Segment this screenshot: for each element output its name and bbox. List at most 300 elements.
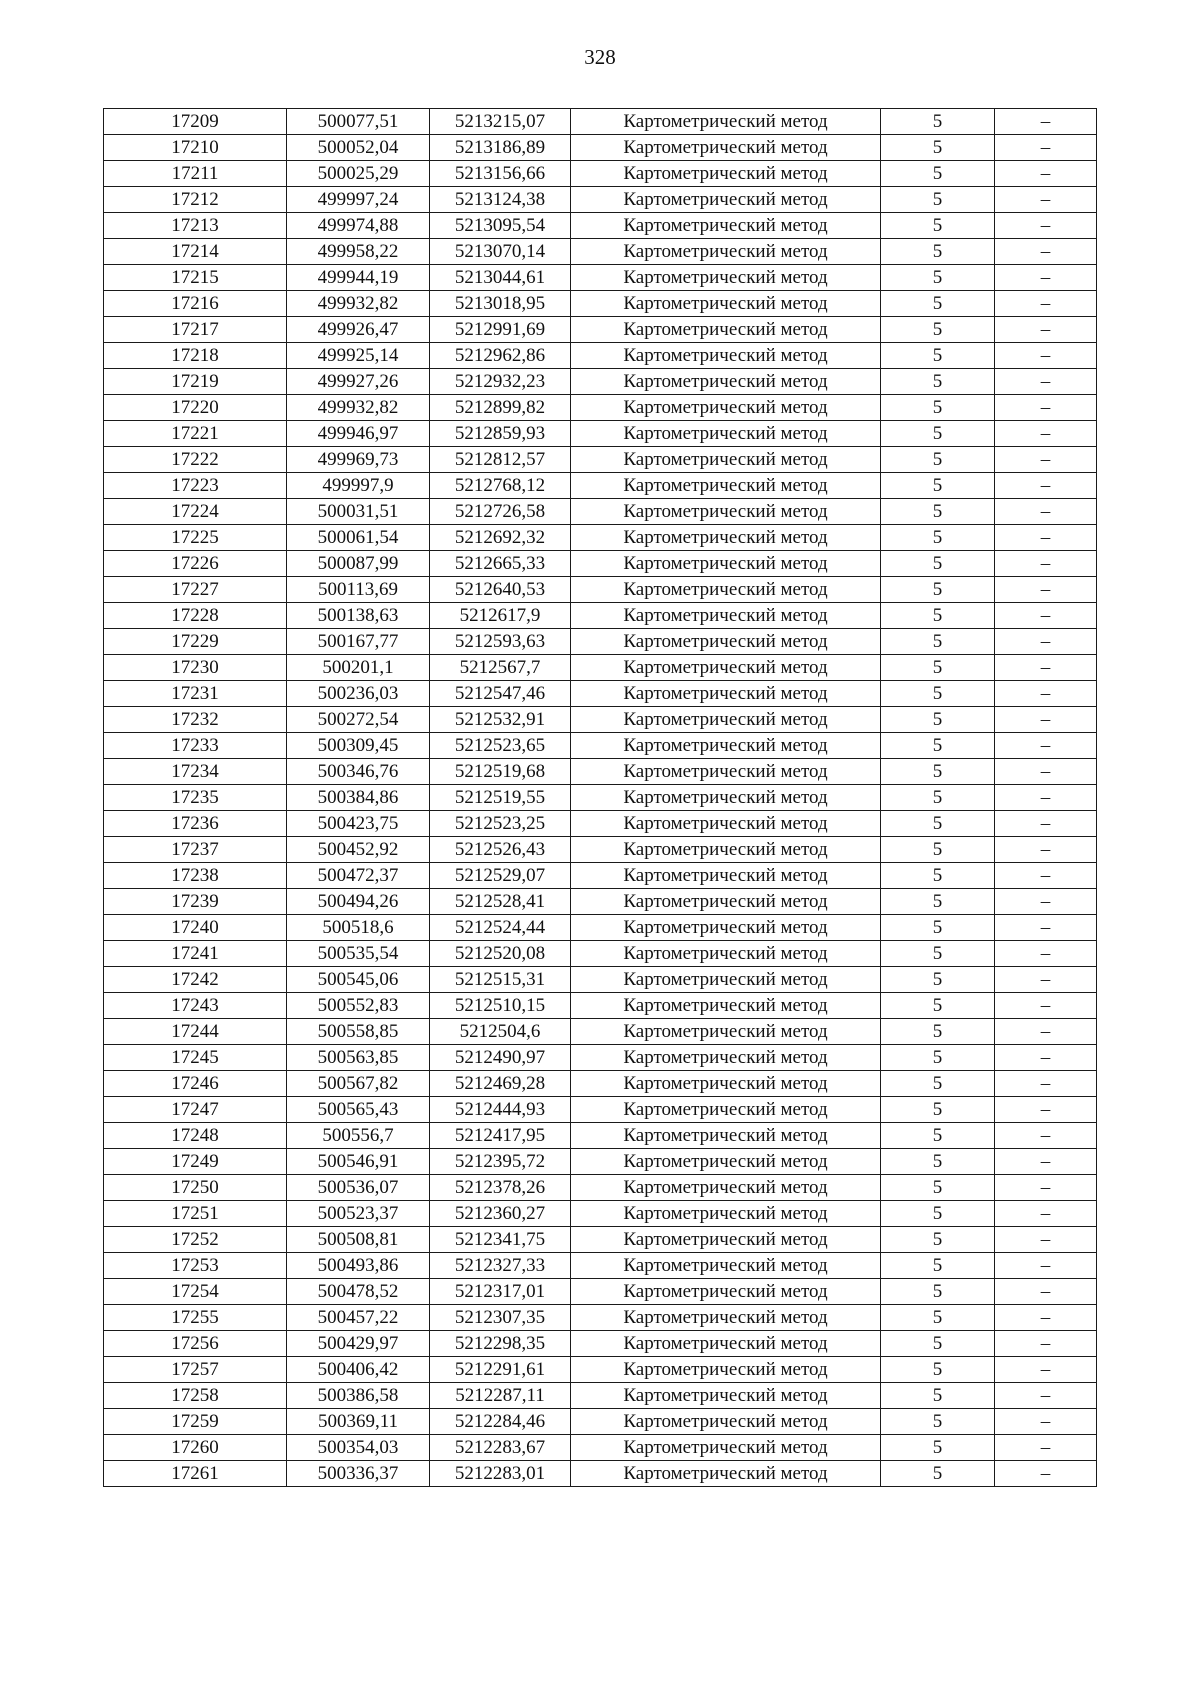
method-cell: Картометрический метод bbox=[571, 681, 881, 707]
x-coordinate-cell: 500546,91 bbox=[287, 1149, 430, 1175]
y-coordinate-cell: 5213095,54 bbox=[430, 213, 571, 239]
method-cell: Картометрический метод bbox=[571, 395, 881, 421]
y-coordinate-cell: 5212395,72 bbox=[430, 1149, 571, 1175]
table-row bbox=[104, 1383, 1097, 1409]
table-row bbox=[104, 993, 1097, 1019]
point-number-cell: 17218 bbox=[104, 343, 287, 369]
description-cell: – bbox=[995, 1383, 1097, 1409]
x-coordinate-cell: 500493,86 bbox=[287, 1253, 430, 1279]
table-row bbox=[104, 1227, 1097, 1253]
point-number-cell: 17222 bbox=[104, 447, 287, 473]
method-cell: Картометрический метод bbox=[571, 1383, 881, 1409]
accuracy-cell: 5 bbox=[881, 1383, 995, 1409]
accuracy-cell: 5 bbox=[881, 967, 995, 993]
point-number-cell: 17251 bbox=[104, 1201, 287, 1227]
point-number-cell: 17243 bbox=[104, 993, 287, 1019]
x-coordinate-cell: 500384,86 bbox=[287, 785, 430, 811]
table-row bbox=[104, 239, 1097, 265]
accuracy-cell: 5 bbox=[881, 837, 995, 863]
accuracy-cell: 5 bbox=[881, 1461, 995, 1487]
accuracy-cell: 5 bbox=[881, 369, 995, 395]
accuracy-cell: 5 bbox=[881, 447, 995, 473]
x-coordinate-cell: 499974,88 bbox=[287, 213, 430, 239]
x-coordinate-cell: 499946,97 bbox=[287, 421, 430, 447]
x-coordinate-cell: 499997,9 bbox=[287, 473, 430, 499]
x-coordinate-cell: 500087,99 bbox=[287, 551, 430, 577]
x-coordinate-cell: 499926,47 bbox=[287, 317, 430, 343]
x-coordinate-cell: 500472,37 bbox=[287, 863, 430, 889]
table-row bbox=[104, 1461, 1097, 1487]
y-coordinate-cell: 5212812,57 bbox=[430, 447, 571, 473]
accuracy-cell: 5 bbox=[881, 1305, 995, 1331]
y-coordinate-cell: 5212932,23 bbox=[430, 369, 571, 395]
table-row bbox=[104, 343, 1097, 369]
method-cell: Картометрический метод bbox=[571, 265, 881, 291]
description-cell: – bbox=[995, 577, 1097, 603]
table-row bbox=[104, 603, 1097, 629]
point-number-cell: 17239 bbox=[104, 889, 287, 915]
table-row bbox=[104, 525, 1097, 551]
description-cell: – bbox=[995, 1279, 1097, 1305]
description-cell: – bbox=[995, 1097, 1097, 1123]
method-cell: Картометрический метод bbox=[571, 1123, 881, 1149]
description-cell: – bbox=[995, 187, 1097, 213]
point-number-cell: 17255 bbox=[104, 1305, 287, 1331]
table-row bbox=[104, 629, 1097, 655]
x-coordinate-cell: 500518,6 bbox=[287, 915, 430, 941]
y-coordinate-cell: 5212528,41 bbox=[430, 889, 571, 915]
y-coordinate-cell: 5213044,61 bbox=[430, 265, 571, 291]
point-number-cell: 17258 bbox=[104, 1383, 287, 1409]
method-cell: Картометрический метод bbox=[571, 551, 881, 577]
method-cell: Картометрический метод bbox=[571, 161, 881, 187]
table-row bbox=[104, 655, 1097, 681]
method-cell: Картометрический метод bbox=[571, 1071, 881, 1097]
point-number-cell: 17256 bbox=[104, 1331, 287, 1357]
method-cell: Картометрический метод bbox=[571, 369, 881, 395]
point-number-cell: 17209 bbox=[104, 109, 287, 135]
table-row bbox=[104, 1409, 1097, 1435]
y-coordinate-cell: 5212593,63 bbox=[430, 629, 571, 655]
accuracy-cell: 5 bbox=[881, 525, 995, 551]
accuracy-cell: 5 bbox=[881, 811, 995, 837]
description-cell: – bbox=[995, 1435, 1097, 1461]
x-coordinate-cell: 499958,22 bbox=[287, 239, 430, 265]
x-coordinate-cell: 499997,24 bbox=[287, 187, 430, 213]
y-coordinate-cell: 5212665,33 bbox=[430, 551, 571, 577]
x-coordinate-cell: 499944,19 bbox=[287, 265, 430, 291]
table-row bbox=[104, 1253, 1097, 1279]
description-cell: – bbox=[995, 941, 1097, 967]
accuracy-cell: 5 bbox=[881, 577, 995, 603]
method-cell: Картометрический метод bbox=[571, 1305, 881, 1331]
description-cell: – bbox=[995, 1461, 1097, 1487]
description-cell: – bbox=[995, 421, 1097, 447]
accuracy-cell: 5 bbox=[881, 603, 995, 629]
y-coordinate-cell: 5212523,25 bbox=[430, 811, 571, 837]
table-row bbox=[104, 733, 1097, 759]
y-coordinate-cell: 5212378,26 bbox=[430, 1175, 571, 1201]
point-number-cell: 17232 bbox=[104, 707, 287, 733]
point-number-cell: 17234 bbox=[104, 759, 287, 785]
x-coordinate-cell: 500061,54 bbox=[287, 525, 430, 551]
coordinates-table bbox=[103, 108, 1097, 1487]
method-cell: Картометрический метод bbox=[571, 655, 881, 681]
table-row bbox=[104, 785, 1097, 811]
table-row bbox=[104, 1097, 1097, 1123]
description-cell: – bbox=[995, 655, 1097, 681]
accuracy-cell: 5 bbox=[881, 1097, 995, 1123]
method-cell: Картометрический метод bbox=[571, 1279, 881, 1305]
table-row bbox=[104, 967, 1097, 993]
y-coordinate-cell: 5212327,33 bbox=[430, 1253, 571, 1279]
point-number-cell: 17221 bbox=[104, 421, 287, 447]
table-row bbox=[104, 317, 1097, 343]
accuracy-cell: 5 bbox=[881, 499, 995, 525]
y-coordinate-cell: 5212298,35 bbox=[430, 1331, 571, 1357]
point-number-cell: 17245 bbox=[104, 1045, 287, 1071]
x-coordinate-cell: 500031,51 bbox=[287, 499, 430, 525]
y-coordinate-cell: 5212529,07 bbox=[430, 863, 571, 889]
method-cell: Картометрический метод bbox=[571, 707, 881, 733]
description-cell: – bbox=[995, 915, 1097, 941]
point-number-cell: 17212 bbox=[104, 187, 287, 213]
point-number-cell: 17229 bbox=[104, 629, 287, 655]
point-number-cell: 17244 bbox=[104, 1019, 287, 1045]
accuracy-cell: 5 bbox=[881, 1279, 995, 1305]
accuracy-cell: 5 bbox=[881, 161, 995, 187]
x-coordinate-cell: 500336,37 bbox=[287, 1461, 430, 1487]
accuracy-cell: 5 bbox=[881, 1123, 995, 1149]
description-cell: – bbox=[995, 343, 1097, 369]
x-coordinate-cell: 500556,7 bbox=[287, 1123, 430, 1149]
y-coordinate-cell: 5212859,93 bbox=[430, 421, 571, 447]
accuracy-cell: 5 bbox=[881, 1019, 995, 1045]
table-row bbox=[104, 1331, 1097, 1357]
point-number-cell: 17261 bbox=[104, 1461, 287, 1487]
description-cell: – bbox=[995, 759, 1097, 785]
x-coordinate-cell: 500201,1 bbox=[287, 655, 430, 681]
point-number-cell: 17228 bbox=[104, 603, 287, 629]
method-cell: Картометрический метод bbox=[571, 499, 881, 525]
y-coordinate-cell: 5212287,11 bbox=[430, 1383, 571, 1409]
page-number: 328 bbox=[584, 45, 616, 69]
x-coordinate-cell: 500113,69 bbox=[287, 577, 430, 603]
method-cell: Картометрический метод bbox=[571, 915, 881, 941]
y-coordinate-cell: 5212519,68 bbox=[430, 759, 571, 785]
table-row bbox=[104, 1123, 1097, 1149]
table-row bbox=[104, 915, 1097, 941]
y-coordinate-cell: 5212524,44 bbox=[430, 915, 571, 941]
method-cell: Картометрический метод bbox=[571, 993, 881, 1019]
description-cell: – bbox=[995, 1305, 1097, 1331]
point-number-cell: 17240 bbox=[104, 915, 287, 941]
method-cell: Картометрический метод bbox=[571, 1409, 881, 1435]
table-row bbox=[104, 681, 1097, 707]
accuracy-cell: 5 bbox=[881, 759, 995, 785]
accuracy-cell: 5 bbox=[881, 343, 995, 369]
table-row bbox=[104, 421, 1097, 447]
y-coordinate-cell: 5212532,91 bbox=[430, 707, 571, 733]
description-cell: – bbox=[995, 291, 1097, 317]
point-number-cell: 17254 bbox=[104, 1279, 287, 1305]
description-cell: – bbox=[995, 863, 1097, 889]
description-cell: – bbox=[995, 1149, 1097, 1175]
table-row bbox=[104, 707, 1097, 733]
y-coordinate-cell: 5212469,28 bbox=[430, 1071, 571, 1097]
method-cell: Картометрический метод bbox=[571, 109, 881, 135]
x-coordinate-cell: 500545,06 bbox=[287, 967, 430, 993]
description-cell: – bbox=[995, 785, 1097, 811]
method-cell: Картометрический метод bbox=[571, 1331, 881, 1357]
accuracy-cell: 5 bbox=[881, 733, 995, 759]
coordinates-table-body bbox=[104, 109, 1097, 1487]
method-cell: Картометрический метод bbox=[571, 421, 881, 447]
accuracy-cell: 5 bbox=[881, 1357, 995, 1383]
table-row bbox=[104, 187, 1097, 213]
table-row bbox=[104, 1279, 1097, 1305]
point-number-cell: 17225 bbox=[104, 525, 287, 551]
accuracy-cell: 5 bbox=[881, 1253, 995, 1279]
method-cell: Картометрический метод bbox=[571, 941, 881, 967]
x-coordinate-cell: 500077,51 bbox=[287, 109, 430, 135]
y-coordinate-cell: 5212444,93 bbox=[430, 1097, 571, 1123]
point-number-cell: 17215 bbox=[104, 265, 287, 291]
point-number-cell: 17223 bbox=[104, 473, 287, 499]
accuracy-cell: 5 bbox=[881, 941, 995, 967]
x-coordinate-cell: 499925,14 bbox=[287, 343, 430, 369]
accuracy-cell: 5 bbox=[881, 915, 995, 941]
y-coordinate-cell: 5212520,08 bbox=[430, 941, 571, 967]
method-cell: Картометрический метод bbox=[571, 1201, 881, 1227]
method-cell: Картометрический метод bbox=[571, 1175, 881, 1201]
description-cell: – bbox=[995, 1331, 1097, 1357]
description-cell: – bbox=[995, 551, 1097, 577]
point-number-cell: 17235 bbox=[104, 785, 287, 811]
method-cell: Картометрический метод bbox=[571, 629, 881, 655]
y-coordinate-cell: 5212510,15 bbox=[430, 993, 571, 1019]
description-cell: – bbox=[995, 967, 1097, 993]
accuracy-cell: 5 bbox=[881, 291, 995, 317]
accuracy-cell: 5 bbox=[881, 187, 995, 213]
y-coordinate-cell: 5212519,55 bbox=[430, 785, 571, 811]
description-cell: – bbox=[995, 317, 1097, 343]
y-coordinate-cell: 5212991,69 bbox=[430, 317, 571, 343]
table-row bbox=[104, 109, 1097, 135]
y-coordinate-cell: 5212504,6 bbox=[430, 1019, 571, 1045]
accuracy-cell: 5 bbox=[881, 395, 995, 421]
accuracy-cell: 5 bbox=[881, 1071, 995, 1097]
accuracy-cell: 5 bbox=[881, 1435, 995, 1461]
point-number-cell: 17249 bbox=[104, 1149, 287, 1175]
point-number-cell: 17242 bbox=[104, 967, 287, 993]
description-cell: – bbox=[995, 1357, 1097, 1383]
method-cell: Картометрический метод bbox=[571, 135, 881, 161]
y-coordinate-cell: 5213018,95 bbox=[430, 291, 571, 317]
x-coordinate-cell: 500567,82 bbox=[287, 1071, 430, 1097]
x-coordinate-cell: 500423,75 bbox=[287, 811, 430, 837]
method-cell: Картометрический метод bbox=[571, 1227, 881, 1253]
description-cell: – bbox=[995, 603, 1097, 629]
method-cell: Картометрический метод bbox=[571, 967, 881, 993]
y-coordinate-cell: 5212523,65 bbox=[430, 733, 571, 759]
x-coordinate-cell: 500354,03 bbox=[287, 1435, 430, 1461]
table-row bbox=[104, 1305, 1097, 1331]
description-cell: – bbox=[995, 525, 1097, 551]
method-cell: Картометрический метод bbox=[571, 473, 881, 499]
point-number-cell: 17231 bbox=[104, 681, 287, 707]
method-cell: Картометрический метод bbox=[571, 837, 881, 863]
description-cell: – bbox=[995, 629, 1097, 655]
table-row bbox=[104, 889, 1097, 915]
point-number-cell: 17250 bbox=[104, 1175, 287, 1201]
y-coordinate-cell: 5212962,86 bbox=[430, 343, 571, 369]
method-cell: Картометрический метод bbox=[571, 603, 881, 629]
x-coordinate-cell: 500346,76 bbox=[287, 759, 430, 785]
point-number-cell: 17241 bbox=[104, 941, 287, 967]
accuracy-cell: 5 bbox=[881, 1409, 995, 1435]
method-cell: Картометрический метод bbox=[571, 239, 881, 265]
x-coordinate-cell: 499932,82 bbox=[287, 395, 430, 421]
point-number-cell: 17219 bbox=[104, 369, 287, 395]
x-coordinate-cell: 500563,85 bbox=[287, 1045, 430, 1071]
y-coordinate-cell: 5212341,75 bbox=[430, 1227, 571, 1253]
x-coordinate-cell: 500369,11 bbox=[287, 1409, 430, 1435]
y-coordinate-cell: 5212692,32 bbox=[430, 525, 571, 551]
y-coordinate-cell: 5212417,95 bbox=[430, 1123, 571, 1149]
description-cell: – bbox=[995, 889, 1097, 915]
accuracy-cell: 5 bbox=[881, 213, 995, 239]
point-number-cell: 17227 bbox=[104, 577, 287, 603]
x-coordinate-cell: 499969,73 bbox=[287, 447, 430, 473]
point-number-cell: 17230 bbox=[104, 655, 287, 681]
description-cell: – bbox=[995, 707, 1097, 733]
method-cell: Картометрический метод bbox=[571, 733, 881, 759]
accuracy-cell: 5 bbox=[881, 1227, 995, 1253]
y-coordinate-cell: 5212360,27 bbox=[430, 1201, 571, 1227]
point-number-cell: 17224 bbox=[104, 499, 287, 525]
description-cell: – bbox=[995, 1175, 1097, 1201]
description-cell: – bbox=[995, 1253, 1097, 1279]
x-coordinate-cell: 499927,26 bbox=[287, 369, 430, 395]
point-number-cell: 17260 bbox=[104, 1435, 287, 1461]
accuracy-cell: 5 bbox=[881, 1331, 995, 1357]
method-cell: Картометрический метод bbox=[571, 447, 881, 473]
y-coordinate-cell: 5213186,89 bbox=[430, 135, 571, 161]
y-coordinate-cell: 5213070,14 bbox=[430, 239, 571, 265]
x-coordinate-cell: 500429,97 bbox=[287, 1331, 430, 1357]
table-row bbox=[104, 811, 1097, 837]
method-cell: Картометрический метод bbox=[571, 889, 881, 915]
x-coordinate-cell: 500552,83 bbox=[287, 993, 430, 1019]
description-cell: – bbox=[995, 499, 1097, 525]
accuracy-cell: 5 bbox=[881, 1149, 995, 1175]
x-coordinate-cell: 500452,92 bbox=[287, 837, 430, 863]
point-number-cell: 17253 bbox=[104, 1253, 287, 1279]
point-number-cell: 17213 bbox=[104, 213, 287, 239]
x-coordinate-cell: 500558,85 bbox=[287, 1019, 430, 1045]
point-number-cell: 17259 bbox=[104, 1409, 287, 1435]
table-row bbox=[104, 395, 1097, 421]
x-coordinate-cell: 500565,43 bbox=[287, 1097, 430, 1123]
accuracy-cell: 5 bbox=[881, 863, 995, 889]
accuracy-cell: 5 bbox=[881, 785, 995, 811]
table-row bbox=[104, 473, 1097, 499]
method-cell: Картометрический метод bbox=[571, 1149, 881, 1175]
description-cell: – bbox=[995, 733, 1097, 759]
x-coordinate-cell: 500494,26 bbox=[287, 889, 430, 915]
description-cell: – bbox=[995, 1071, 1097, 1097]
x-coordinate-cell: 500478,52 bbox=[287, 1279, 430, 1305]
x-coordinate-cell: 500309,45 bbox=[287, 733, 430, 759]
accuracy-cell: 5 bbox=[881, 655, 995, 681]
description-cell: – bbox=[995, 109, 1097, 135]
x-coordinate-cell: 500052,04 bbox=[287, 135, 430, 161]
y-coordinate-cell: 5212490,97 bbox=[430, 1045, 571, 1071]
table-row bbox=[104, 499, 1097, 525]
method-cell: Картометрический метод bbox=[571, 1019, 881, 1045]
accuracy-cell: 5 bbox=[881, 993, 995, 1019]
accuracy-cell: 5 bbox=[881, 473, 995, 499]
description-cell: – bbox=[995, 681, 1097, 707]
table-row bbox=[104, 577, 1097, 603]
description-cell: – bbox=[995, 213, 1097, 239]
y-coordinate-cell: 5212284,46 bbox=[430, 1409, 571, 1435]
description-cell: – bbox=[995, 265, 1097, 291]
x-coordinate-cell: 500167,77 bbox=[287, 629, 430, 655]
table-row bbox=[104, 1045, 1097, 1071]
accuracy-cell: 5 bbox=[881, 1175, 995, 1201]
table-row bbox=[104, 1175, 1097, 1201]
method-cell: Картометрический метод bbox=[571, 863, 881, 889]
y-coordinate-cell: 5213124,38 bbox=[430, 187, 571, 213]
description-cell: – bbox=[995, 135, 1097, 161]
description-cell: – bbox=[995, 369, 1097, 395]
table-row bbox=[104, 1149, 1097, 1175]
point-number-cell: 17248 bbox=[104, 1123, 287, 1149]
table-row bbox=[104, 1071, 1097, 1097]
table-row bbox=[104, 291, 1097, 317]
table-row bbox=[104, 369, 1097, 395]
method-cell: Картометрический метод bbox=[571, 785, 881, 811]
accuracy-cell: 5 bbox=[881, 109, 995, 135]
description-cell: – bbox=[995, 1409, 1097, 1435]
description-cell: – bbox=[995, 1123, 1097, 1149]
table-row bbox=[104, 1357, 1097, 1383]
description-cell: – bbox=[995, 447, 1097, 473]
table-row bbox=[104, 941, 1097, 967]
method-cell: Картометрический метод bbox=[571, 1435, 881, 1461]
accuracy-cell: 5 bbox=[881, 135, 995, 161]
point-number-cell: 17211 bbox=[104, 161, 287, 187]
accuracy-cell: 5 bbox=[881, 681, 995, 707]
description-cell: – bbox=[995, 993, 1097, 1019]
accuracy-cell: 5 bbox=[881, 629, 995, 655]
method-cell: Картометрический метод bbox=[571, 291, 881, 317]
point-number-cell: 17247 bbox=[104, 1097, 287, 1123]
y-coordinate-cell: 5212307,35 bbox=[430, 1305, 571, 1331]
accuracy-cell: 5 bbox=[881, 707, 995, 733]
description-cell: – bbox=[995, 811, 1097, 837]
accuracy-cell: 5 bbox=[881, 551, 995, 577]
table-row bbox=[104, 1019, 1097, 1045]
y-coordinate-cell: 5212515,31 bbox=[430, 967, 571, 993]
table-row bbox=[104, 161, 1097, 187]
y-coordinate-cell: 5212567,7 bbox=[430, 655, 571, 681]
y-coordinate-cell: 5212726,58 bbox=[430, 499, 571, 525]
method-cell: Картометрический метод bbox=[571, 759, 881, 785]
method-cell: Картометрический метод bbox=[571, 1357, 881, 1383]
